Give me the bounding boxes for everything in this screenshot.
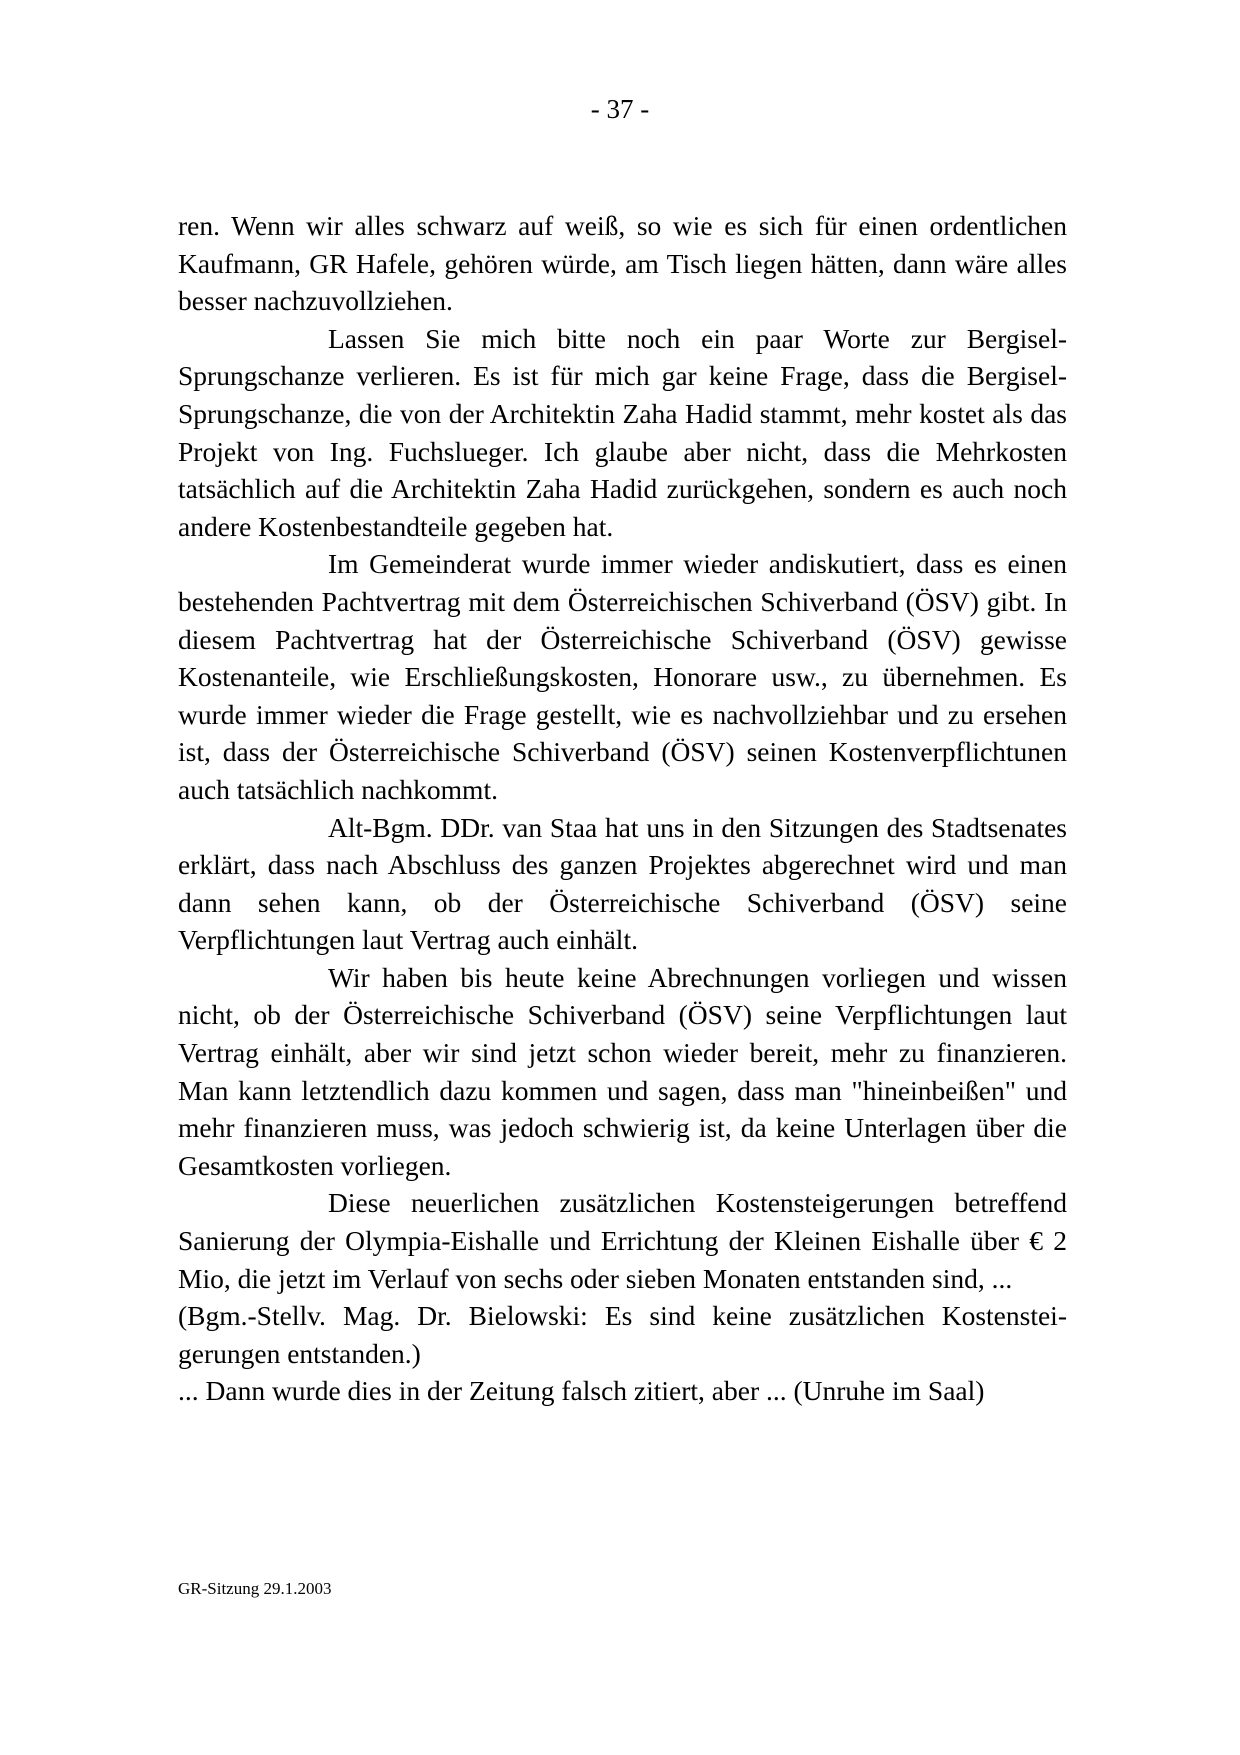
paragraph: Lassen Sie mich bitte noch ein paar Worte zur Bergisel-Sprungschanze verlieren. Es ist für mich gar keine Frage, dass die Bergisel-Sprungschanze, die von der Architektin Zaha Hadid stammt, mehr kostet als das Projekt von Ing. Fuchslueger. Ich glaube aber nicht, dass die Mehrkosten tatsächlich auf die Architektin Zaha Hadid zurückgehen, sondern es auch noch andere Kostenbestandteile gegeben hat. <box>178 322 1067 542</box>
page-number: - 37 - <box>590 94 650 124</box>
paragraph: ... Dann wurde dies in der Zeitung falsch zitiert, aber ... (Unruhe im Saal) <box>178 1375 985 1407</box>
interjection: (Bgm.-Stellv. Mag. Dr. Bielowski: Es sind keine zusätzlichen Kostensteigerungen entstanden.) <box>178 1300 1067 1369</box>
document-body <box>178 207 1067 1410</box>
paragraph: ren. Wenn wir alles schwarz auf weiß, so wie es sich für einen ordentlichen Kaufmann, GR Hafele, gehören würde, am Tisch liegen hätten, dann wäre alles besser nachzuvollziehen. <box>178 210 1067 317</box>
footer: GR-Sitzung 29.1.2003 <box>178 1579 332 1598</box>
paragraph: Wir haben bis heute keine Abrechnungen vorliegen und wissen nicht, ob der Österreichische Schiverband (ÖSV) seine Verpflichtungen laut Vertrag einhält, aber wir sind jetzt schon wieder bereit, mehr zu finanzieren. Man kann letztendlich dazu kommen und sagen, dass man "hineinbeißen" und mehr finanzieren muss, was jedoch schwierig ist, da keine Unterlagen über die Gesamtkosten vorliegen. <box>178 961 1067 1181</box>
paragraph: Im Gemeinderat wurde immer wieder andiskutiert, dass es einen bestehenden Pachtvertrag mit dem Österreichischen Schiverband (ÖSV) gibt. In diesem Pachtvertrag hat der Österreichische Schiverband (ÖSV) gewisse Kostenanteile, wie Erschließungskosten, Honorare usw., zu übernehmen. Es wurde immer wieder die Frage gestellt, wie es nachvollziehbar und zu ersehen ist, dass der Österreichische Schiverband (ÖSV) seinen Kostenverpflichtunen auch tatsächlich nachkommt. <box>178 548 1067 805</box>
paragraph: Diese neuerlichen zusätzlichen Kostensteigerungen betreffend Sanierung der Olympia-Eishalle und Errichtung der Kleinen Eishalle über € 2 Mio, die jetzt im Verlauf von sechs oder sieben Monaten entstanden sind, ... <box>178 1187 1067 1294</box>
paragraph: Alt-Bgm. DDr. van Staa hat uns in den Sitzungen des Stadtsenates erklärt, dass nach Abschluss des ganzen Projektes abgerechnet wird und man dann sehen kann, ob der Österreichische Schiverband (ÖSV) seine Verpflichtungen laut Vertrag auch einhält. <box>178 811 1067 956</box>
